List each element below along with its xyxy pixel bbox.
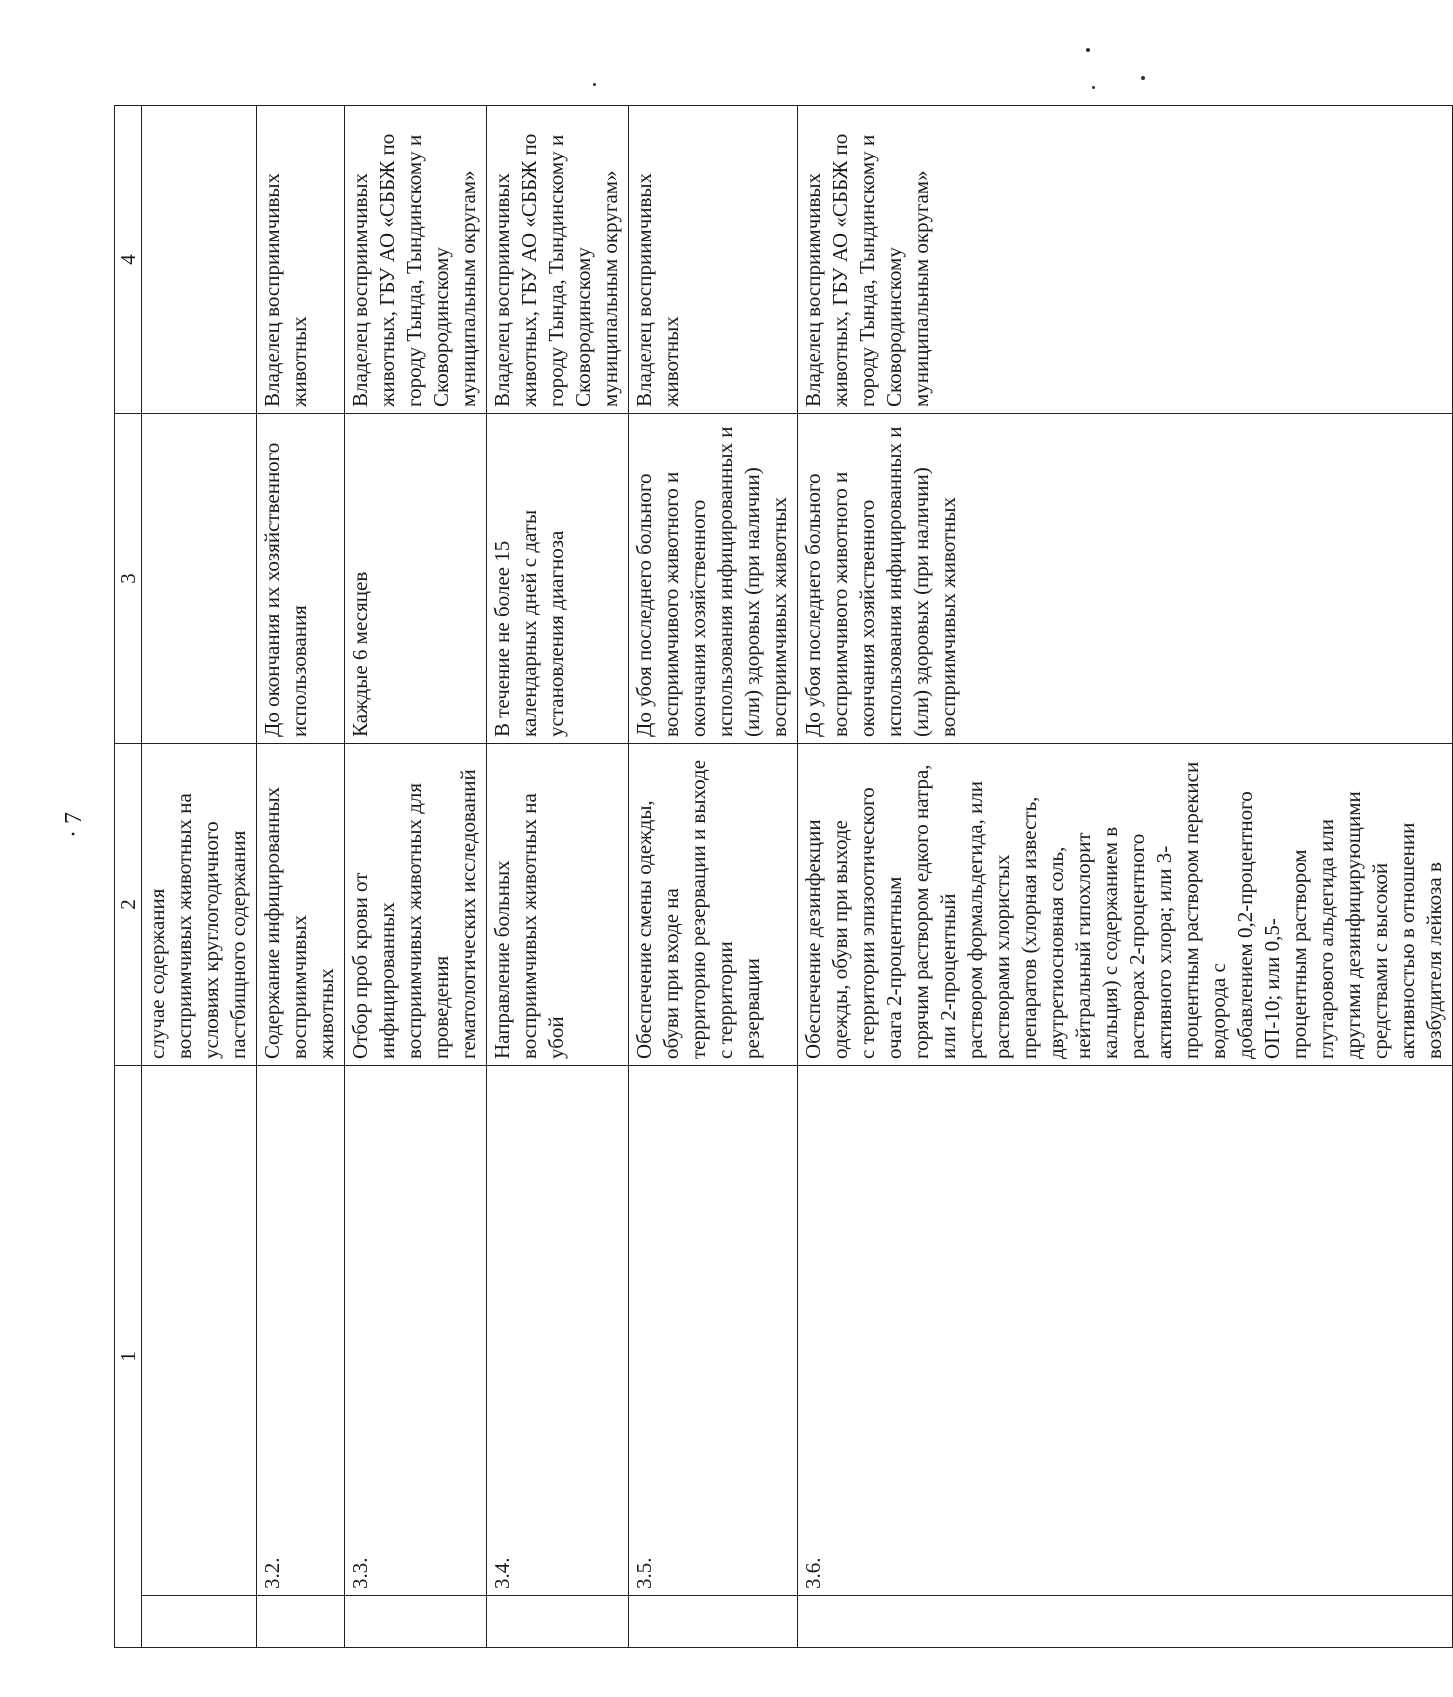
header-row: [115, 106, 142, 1648]
responsible-cell: Владелец восприимчивых животных: [257, 106, 345, 414]
row-number: 3.3.: [345, 1066, 487, 1596]
term-cell: [142, 414, 257, 744]
page-number: · 7: [61, 812, 87, 838]
row-number: 3.2.: [257, 1066, 345, 1596]
action-cell: Обеспечение смены одежды, обуви при входе на территорию резервации и выходе с территории резервации: [629, 744, 798, 1066]
row-edge-cell: [629, 1596, 798, 1648]
row-number: 3.4.: [487, 1066, 629, 1596]
row-edge-cell: [345, 1596, 487, 1648]
header-col-1: 1: [115, 1066, 142, 1648]
table-row: [345, 106, 487, 1648]
table-row: [629, 106, 798, 1648]
scan-speck: [1086, 48, 1090, 52]
header-col-4: 4: [115, 106, 142, 414]
rotated-table-wrapper: [114, 106, 1446, 1648]
row-number: 3.6.: [798, 1066, 1453, 1596]
scan-speck: [1141, 76, 1145, 80]
action-cell: Содержание инфицированных восприимчивых животных: [257, 744, 345, 1066]
table-row: [798, 106, 1453, 1648]
row-edge-cell: [257, 1596, 345, 1648]
responsible-cell: Владелец восприимчивых животных: [629, 106, 798, 414]
action-cell: случае содержания восприимчивых животных на условиях круглогодичного пастбищного содержания: [142, 744, 257, 1066]
scan-speck: [1092, 86, 1095, 89]
table-row: [142, 106, 257, 1648]
responsible-cell: [142, 106, 257, 414]
row-number: 3.5.: [629, 1066, 798, 1596]
action-cell: Обеспечение дезинфекции одежды, обуви при выходе с территории эпизоотического очага 2-процентным горячим раствором едкого натра, или 2-процентный раствором формальдегида, или растворами хлористых препаратов (хлорная известь, двутретиосновная соль, нейтральный гипохлорит кальция) с содержанием в растворах 2-процентного активного хлора; или 3- процентным раствором перекиси водорода с добавлением 0,2-процентного ОП-10; или 0,5- процентным раствором глутарового альдегида или другими дезинфицирующими средствами с высокой активностью в отношении возбудителя лейкоза в: [798, 744, 1453, 1066]
term-cell: До убоя последнего больного восприимчивого животного и окончания хозяйственного использования инфицированных и (или) здоровых (при наличии) восприимчивых животных: [629, 414, 798, 744]
row-edge-cell: [142, 1596, 257, 1648]
term-cell: До окончания их хозяйственного использования: [257, 414, 345, 744]
responsible-cell: Владелец восприимчивых животных, ГБУ АО «СББЖ по городу Тында, Тындинскому и Сковородинскому муниципальным округам»: [487, 106, 629, 414]
row-number: [142, 1066, 257, 1596]
scan-speck: [593, 83, 596, 86]
responsible-cell: Владелец восприимчивых животных, ГБУ АО «СББЖ по городу Тында, Тындинскому и Сковородинскому муниципальным округам»: [345, 106, 487, 414]
action-cell: Направление больных восприимчивых животных на убой: [487, 744, 629, 1066]
term-cell: До убоя последнего больного восприимчивого животного и окончания хозяйственного использования инфицированных и (или) здоровых (при наличии) восприимчивых животных: [798, 414, 1453, 744]
row-edge-cell: [487, 1596, 629, 1648]
term-cell: В течение не более 15 календарных дней с даты установления диагноза: [487, 414, 629, 744]
action-cell: Отбор проб крови от инфицированных восприимчивых животных для проведения гематологических исследований: [345, 744, 487, 1066]
header-col-3: 3: [115, 414, 142, 744]
header-col-2: 2: [115, 744, 142, 1066]
table-row: [257, 106, 345, 1648]
responsible-cell: Владелец восприимчивых животных, ГБУ АО «СББЖ по городу Тында, Тындинскому и Сковородинскому муниципальным округам»: [798, 106, 1453, 414]
term-cell: Каждые 6 месяцев: [345, 414, 487, 744]
measures-table: [114, 105, 1453, 1648]
table-row: [487, 106, 629, 1648]
row-edge-cell: [798, 1596, 1453, 1648]
